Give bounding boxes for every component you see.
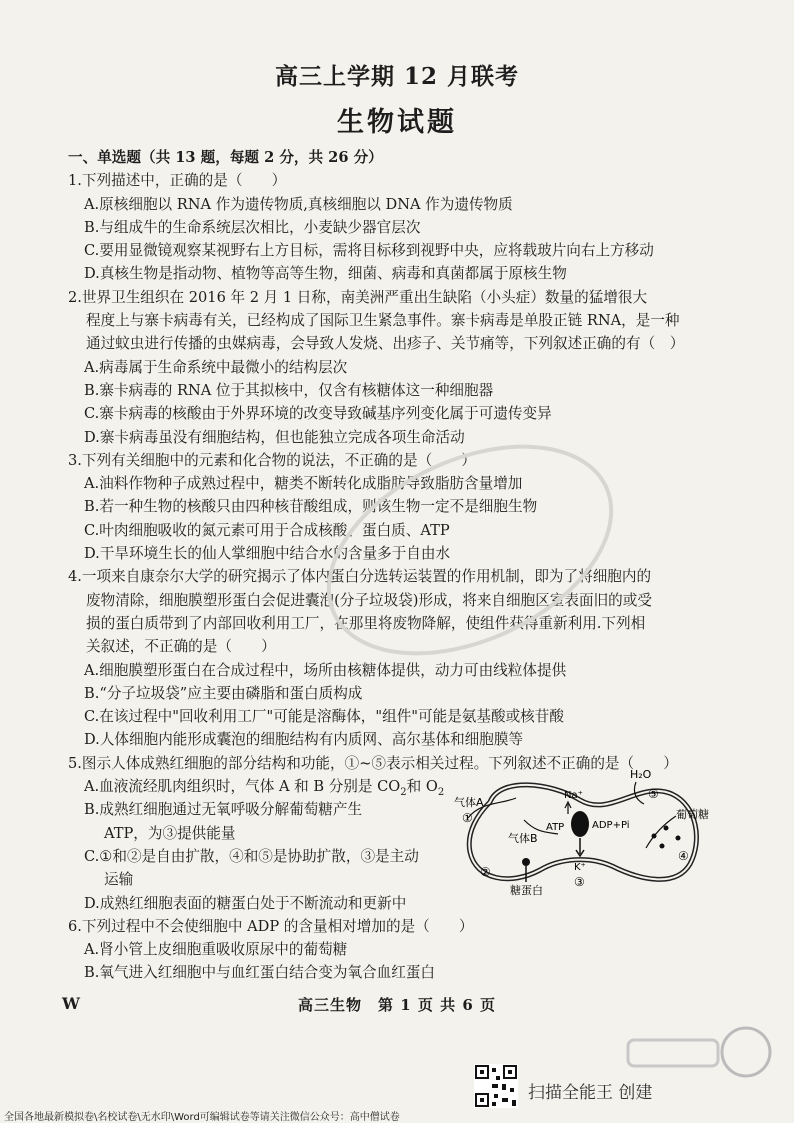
question-stem: 6.下列过程中不会使细胞中 ADP 的含量相对增加的是（ ） [68,917,474,935]
option-d: D.人体细胞内能形成囊泡的细胞结构有内质网、高尔基体和细胞膜等 [84,731,524,749]
label-gas-b: 气体B [508,832,538,845]
label-adp: ADP+Pi [592,820,630,831]
label-na: Na⁺ [564,790,583,801]
question-stem-continued: 程度上与寨卡病毒有关，已经构成了国际卫生紧急事件。寨卡病毒是单股正链 RNA，是一种 [86,312,680,330]
option-d: D.真核生物是指动物、植物等高等生物，细菌、病毒和真菌都属于原核生物 [84,265,567,283]
option-a: A.原核细胞以 RNA 作为遗传物质,真核细胞以 DNA 作为遗传物质 [84,195,513,213]
option-c: C.①和②是自由扩散，④和⑤是协助扩散，③是主动 [84,847,419,865]
logo-shape [628,1040,718,1066]
question-stem-continued: 损的蛋白质带到了内部回收利用工厂，在那里将废物降解，使组件获得重新利用.下列相 [86,614,646,632]
label-step-1: ① [462,811,473,825]
option-a-text: A.血液流经肌肉组织时，气体 A 和 B 分别是 CO [84,778,401,796]
option-a: A.病毒属于生命系统中最微小的结构层次 [84,358,348,376]
label-atp: ATP [546,822,565,833]
red-blood-cell-figure [437,762,720,902]
carrier-protein [571,811,589,837]
option-b: B.“分子垃圾袋”应主要由磷脂和蛋白质构成 [84,684,363,702]
option-c: C.在该过程中"回收利用工厂"可能是溶酶体，"组件"可能是氨基酸或核苷酸 [84,708,564,726]
subject-title: 生物试题 [337,107,457,138]
question-2 [68,286,716,449]
question-stem: 3.下列有关细胞中的元素和化合物的说法，不正确的是（ ） [68,451,476,469]
question-1 [68,169,716,285]
option-a: A.肾小管上皮细胞重吸收原尿中的葡萄糖 [84,941,348,959]
option-d: D.成熟红细胞表面的糖蛋白处于不断流动和更新中 [84,894,407,912]
option-b: B.寨卡病毒的 RNA 位于其拟核中，仅含有核糖体这一种细胞器 [84,381,494,399]
glucose-arrow [646,816,676,848]
label-step-5: ⑤ [648,787,659,801]
question-3 [68,449,716,565]
glucose-dot [664,826,669,831]
glycoprotein-head [522,858,530,866]
label-gas-a: 气体A [454,796,484,809]
question-stem-continued: 通过蚊虫进行传播的虫媒病毒，会导致人发烧、出疹子、关节痛等，下列叙述正确的有（ ） [86,335,685,353]
option-a: A.细胞膜塑形蛋白在合成过程中，场所由核糖体提供，动力可由线粒体提供 [84,661,567,679]
section-heading: 一、单选题（共 13 题，每题 2 分，共 26 分） [68,149,383,166]
label-glycoprotein: 糖蛋白 [510,884,543,897]
credits-line: 全国各地最新模拟卷\名校试卷\无水印\Word可编辑试卷等请关注微信公众号：高中僧试卷 [4,1112,400,1123]
label-k: K⁺ [574,862,586,873]
label-h2o: H₂O [630,768,652,781]
question-stem-continued: 关叙述，不正确的是（ ） [86,638,276,656]
option-a-text-mid: 和 O [406,778,438,796]
option-a: A.油料作物种子成熟过程中，糖类不断转化成脂肪导致脂肪含量增加 [84,475,523,493]
option-b-continued: ATP，为③提供能量 [104,824,236,842]
question-4 [68,565,716,751]
option-b: B.成熟红细胞通过无氧呼吸分解葡萄糖产生 [84,801,363,819]
subscript: 2 [437,786,445,798]
subscript: 2 [400,786,407,798]
question-stem: 4.一项来自康奈尔大学的研究揭示了体内蛋白分选转运装置的作用机制，即为了将细胞内的 [68,568,652,586]
glucose-dot [660,844,665,849]
label-step-4: ④ [678,849,689,863]
question-stem: 2.世界卫生组织在 2016 年 2 月 1 日称，南美洲严重出生缺陷（小头症）数量的猛增很大 [68,288,648,306]
option-b: B.若一种生物的核酸只由四种核苷酸组成，则该生物一定不是细胞生物 [84,498,538,516]
option-d: D.干旱环境生长的仙人掌细胞中结合水的含量多于自由水 [84,545,451,563]
label-step-2: ② [480,865,491,879]
option-c-continued: 运输 [104,871,134,889]
option-d: D.寨卡病毒虽没有细胞结构，但也能独立完成各项生命活动 [84,428,465,446]
option-b: B.氧气进入红细胞中与血红蛋白结合变为氧合血红蛋白 [84,964,436,982]
question-stem: 5.图示人体成熟红细胞的部分结构和功能，①~⑤表示相关过程。下列叙述不正确的是（ ） [68,754,678,772]
logo-circle [722,1028,770,1076]
qr-code-icon [474,1064,518,1108]
option-c: C.寨卡病毒的核酸由于外界环境的改变导致碱基序列变化属于可遗传变异 [84,405,552,423]
question-stem: 1.下列描述中，正确的是（ ） [68,172,287,190]
glucose-dot [652,834,657,839]
option-c: C.要用显微镜观察某视野右上方目标，需将目标移到视野中央，应将载玻片向右上方移动 [84,242,654,260]
label-step-3: ③ [574,875,585,889]
exam-title: 高三上学期 12 月联考 [274,63,520,90]
question-stem-continued: 废物清除，细胞膜塑形蛋白会促进囊泡(分子垃圾袋)形成，将来自细胞区室表面旧的或受 [86,591,652,609]
label-glucose: 葡萄糖 [676,808,709,821]
footer-mark: W [62,994,80,1013]
option-c: C.叶肉细胞吸收的氮元素可用于合成核酸、蛋白质、ATP [84,521,450,539]
option-b: B.与组成牛的生命系统层次相比，小麦缺少器官层次 [84,218,421,236]
glucose-dot [676,836,681,841]
scanner-caption: 扫描全能王 创建 [528,1083,653,1103]
question-6 [68,915,716,985]
page-number: 高三生物 第 1 页 共 6 页 [298,996,496,1014]
